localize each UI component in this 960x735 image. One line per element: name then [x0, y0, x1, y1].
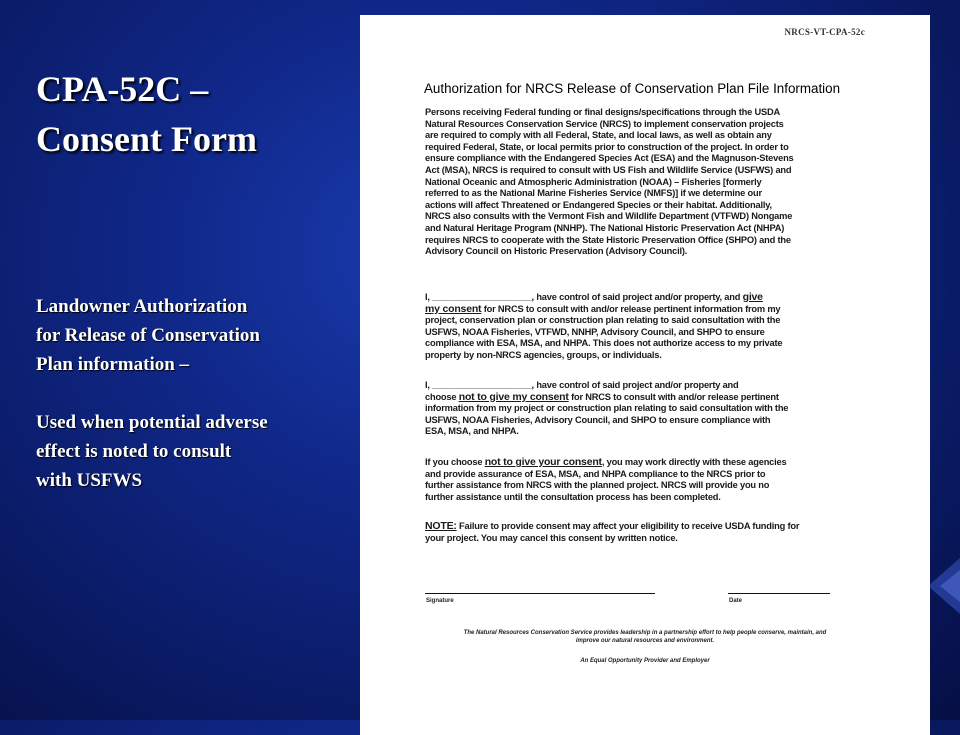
text-line: USFWS, NOAA Fisheries, VTFWD, NNHP, Advisory Council, and SHPO to ensure — [425, 326, 765, 337]
footer-eoe: An Equal Opportunity Provider and Employer — [580, 658, 710, 664]
subtitle-line: Landowner Authorization — [36, 296, 248, 317]
subtitle-line: Plan information – — [36, 354, 190, 375]
text-line: ESA, MSA, and NHPA. — [425, 426, 519, 437]
text-line: information from my project or construction plan relating to said consultation with the — [425, 403, 789, 414]
text-line: further assistance until the consultation process has been completed. — [425, 491, 721, 502]
spacer — [36, 379, 346, 408]
signature-line — [425, 593, 655, 594]
text-line: compliance with ESA, MSA, and NHPA. This does not authorize access to my private — [425, 338, 783, 349]
text-line: and provide assurance of ESA, MSA, and NHPA compliance to the NRCS prior to — [425, 468, 766, 479]
usage-line: with USFWS — [36, 470, 143, 491]
text-line — [425, 392, 865, 404]
usage-line: effect is noted to consult — [36, 441, 232, 462]
give-consent-emphasis: give — [742, 291, 763, 303]
note-paragraph — [425, 521, 865, 544]
text-line: National Oceanic and Atmospheric Administration (NOAA) – Fisheries [formerly — [425, 176, 762, 187]
text-line: USFWS, NOAA Fisheries, Advisory Council, and SHPO to ensure compliance with — [425, 414, 771, 425]
form-id: NRCS-VT-CPA-52c — [784, 27, 865, 37]
text-line: Advisory Council on Historic Preservation (Advisory Council). — [425, 246, 688, 257]
text-line: NRCS also consults with the Vermont Fish and Wildlife Department (VTFWD) Nongame — [425, 211, 793, 222]
text-line: are required to comply with all Federal, State, and local laws, as well as obtain any — [425, 130, 772, 141]
text-line: Persons receiving Federal funding or final designs/specifications through the USDA — [425, 107, 781, 117]
text-line: ensure compliance with the Endangered Species Act (ESA) and the Magnuson-Stevens — [425, 153, 794, 164]
text-fragment: If you choose — [425, 457, 485, 467]
text-line: your project. You may cancel this consent by written notice. — [425, 532, 678, 543]
intro-paragraph — [425, 107, 865, 258]
text-line: required Federal, State, or local permits prior to construction of the project. In order to — [425, 141, 789, 152]
usage-line: Used when potential adverse — [36, 412, 268, 433]
text-line: Act (MSA), NRCS is required to consult with US Fish and Wildlife Service (USFWS) and — [425, 164, 792, 175]
text-fragment: Failure to provide consent may affect your eligibility to receive USDA funding for — [456, 521, 800, 531]
slide-description — [36, 292, 346, 495]
text-line — [425, 304, 865, 316]
text-fragment: for NRCS to consult with and/or release pertinent — [568, 391, 779, 402]
date-label: Date — [729, 598, 743, 604]
footer-mission — [420, 629, 870, 645]
footer-line: The Natural Resources Conservation Service provides leadership in a partnership effort to help people conserve, maintain, and — [463, 630, 827, 636]
subtitle-line: for Release of Conservation — [36, 325, 260, 346]
note-label: NOTE: — [425, 520, 457, 532]
give-consent-emphasis: my consent — [425, 302, 482, 315]
document-page — [360, 15, 930, 735]
text-line: further assistance from NRCS with the planned project. NRCS will provide you no — [425, 480, 770, 491]
no-consent-emphasis: not to give my consent — [458, 390, 569, 403]
text-line: property by non-NRCS agencies, groups, or individuals. — [425, 349, 662, 360]
text-line: requires NRCS to cooperate with the State Historic Preservation Office (SHPO) and the — [425, 234, 791, 245]
signature-label: Signature — [426, 598, 454, 604]
alternative-paragraph — [425, 457, 865, 503]
text-line: project, conservation plan or construction plan relating to said consultation with the — [425, 315, 781, 326]
text-line — [425, 457, 865, 469]
consent-paragraph — [425, 292, 865, 362]
text-fragment: choose — [425, 391, 459, 402]
footer-line: improve our natural resources and environment. — [575, 638, 715, 644]
text-line — [425, 292, 865, 304]
text-fragment: , you may work directly with these agencies — [601, 457, 787, 467]
text-line: and Natural Heritage Program (NNHP). The National Historic Preservation Act (NHPA) — [425, 222, 785, 233]
text-fragment: for NRCS to consult with and/or release pertinent information from my — [481, 303, 781, 314]
document-heading: Authorization for NRCS Release of Conservation Plan File Information — [424, 81, 841, 96]
text-line: I, ____________________, have control of said project and/or property and — [425, 380, 739, 390]
text-line: actions will affect Threatened or Endangered Species or their habitat. Additionally, — [425, 199, 772, 210]
date-line — [728, 593, 830, 594]
text-fragment: I, ____________________, have control of said project and/or property, and — [425, 292, 743, 302]
title-line: CPA-52C – — [36, 69, 209, 109]
no-consent-paragraph — [425, 380, 865, 438]
slide-title — [36, 64, 346, 164]
text-line: referred to as the National Marine Fisheries Service (NMFS)] if we determine our — [425, 188, 762, 199]
text-line — [425, 521, 865, 533]
title-line: Consent Form — [36, 119, 257, 159]
text-line: Natural Resources Conservation Service (NRCS) to implement conservation projects — [425, 118, 784, 129]
no-consent-emphasis: not to give your consent — [484, 456, 602, 468]
